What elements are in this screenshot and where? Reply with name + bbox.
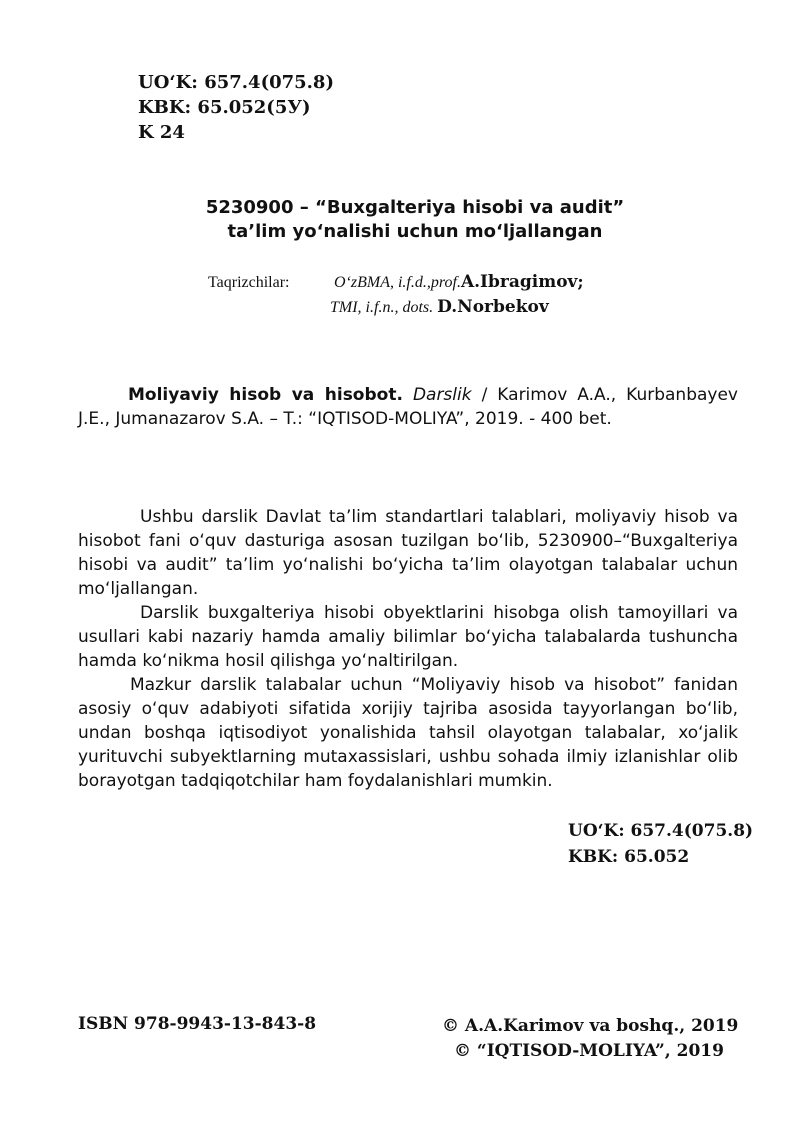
copyright-block (442, 1014, 738, 1064)
classification-codes (138, 70, 334, 145)
reviewer-name: D.Norbekov (437, 297, 549, 317)
reviewer-name: A.Ibragimov; (460, 272, 584, 292)
abstract-paragraph: Darslik buxgalteriya hisobi obyektlarini hisobga olish tamoyillari va usullari kabi nazariy hamda amaliy bilimlar bo‘yicha talabalarda tushuncha hamda ko‘nikma hosil qilishga yo‘naltirilgan. (78, 603, 738, 671)
reviewers-block (208, 270, 584, 320)
author-mark: K 24 (138, 122, 185, 143)
reviewer-affiliation: TMI, i.f.n., dots. (330, 299, 434, 316)
bibliographic-citation (78, 383, 738, 431)
purpose-line-1: 5230900 – “Buxgalteriya hisobi va audit” (205, 197, 625, 218)
footer-classification-codes (568, 818, 753, 870)
bbk-code: KBK: 65.052(5У) (138, 97, 311, 118)
citation-details: / Karimov A.A., Kurbanbayev J.E., Jumanazarov S.A. – T.: “IQTISOD-MOLIYA”, 2019. - 400 bet. (78, 385, 738, 429)
bbk-code: KBK: 65.052 (568, 847, 690, 867)
copyright-publisher: © “IQTISOD-MOLIYA”, 2019 (454, 1041, 724, 1061)
purpose-statement (80, 196, 750, 244)
isbn: ISBN 978-9943-13-843-8 (78, 1014, 317, 1034)
reviewer-row (208, 270, 584, 295)
abstract (78, 505, 738, 793)
citation-title: Moliyaviy hisob va hisobot. (128, 385, 403, 405)
udc-code: UO‘K: 657.4(075.8) (138, 72, 334, 93)
copyright-author: © A.A.Karimov va boshq., 2019 (442, 1016, 739, 1036)
udc-code: UO‘K: 657.4(075.8) (568, 821, 754, 841)
reviewers-label: Taqrizchilar: (208, 274, 290, 291)
purpose-line-2: ta’lim yo‘nalishi uchun mo‘ljallangan (227, 221, 603, 242)
abstract-paragraph: Ushbu darslik Davlat ta’lim standartlari talablari, moliyaviy hisob va hisobot fani o‘quv dasturiga asosan tuzilgan bo‘lib, 5230900–“Buxgalteriya hisobi va audit” ta’lim yo‘nalishi bo‘yicha ta’lim olayotgan talabalar uchun mo‘ljallangan. (78, 507, 738, 599)
reviewer-affiliation: O‘zBMA, i.f.d.,prof. (334, 274, 461, 291)
abstract-paragraph: Mazkur darslik talabalar uchun “Moliyaviy hisob va hisobot” fanidan asosiy o‘quv adabiyoti sifatida xorijiy tajriba asosida tayyorlangan bo‘lib, undan boshqa iqtisodiyot yonalishida tahsil olayotgan talabalar, xo‘jalik yurituvchi subyektlarning mutaxassislari, ushbu sohada ilmiy izlanishlar olib borayotgan tadqiqotchilar ham foydalanishlari mumkin. (78, 675, 738, 791)
citation-type: Darslik (412, 385, 472, 405)
reviewer-row (208, 295, 584, 320)
